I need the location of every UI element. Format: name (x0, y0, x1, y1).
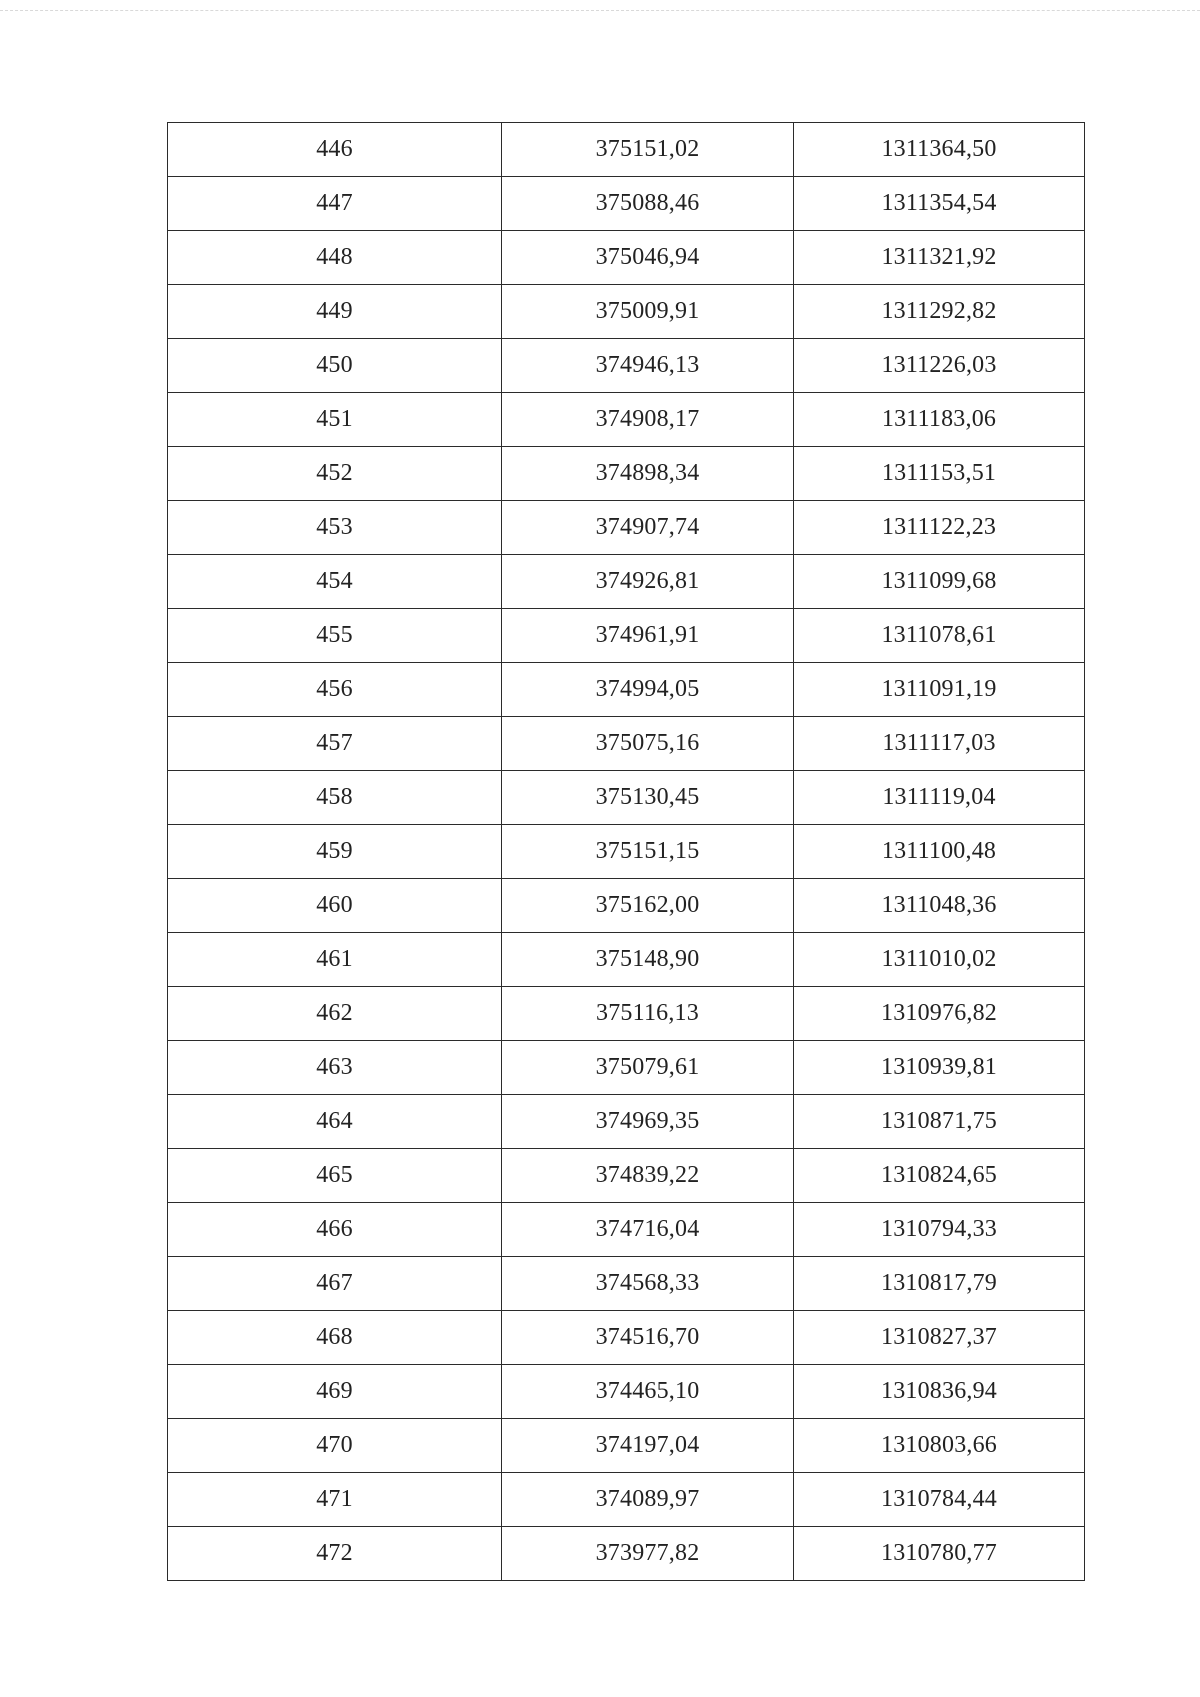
point-number-cell: 448 (168, 231, 502, 285)
table-row (168, 771, 1085, 825)
coordinate-x-cell: 375148,90 (502, 933, 794, 987)
coordinate-x-cell: 374926,81 (502, 555, 794, 609)
coordinate-y-cell: 1311153,51 (794, 447, 1085, 501)
coordinate-y-cell: 1310871,75 (794, 1095, 1085, 1149)
table-row (168, 663, 1085, 717)
coordinate-y-cell: 1311321,92 (794, 231, 1085, 285)
table-row (168, 717, 1085, 771)
point-number-cell: 452 (168, 447, 502, 501)
point-number-cell: 455 (168, 609, 502, 663)
coordinate-x-cell: 374089,97 (502, 1473, 794, 1527)
table-row (168, 177, 1085, 231)
coordinate-x-cell: 374839,22 (502, 1149, 794, 1203)
coordinate-x-cell: 374946,13 (502, 339, 794, 393)
coordinate-y-cell: 1310827,37 (794, 1311, 1085, 1365)
table-row (168, 1041, 1085, 1095)
point-number-cell: 465 (168, 1149, 502, 1203)
point-number-cell: 469 (168, 1365, 502, 1419)
coordinate-x-cell: 375009,91 (502, 285, 794, 339)
point-number-cell: 456 (168, 663, 502, 717)
coordinate-y-cell: 1311226,03 (794, 339, 1085, 393)
coordinate-y-cell: 1311100,48 (794, 825, 1085, 879)
point-number-cell: 463 (168, 1041, 502, 1095)
table-row (168, 987, 1085, 1041)
point-number-cell: 460 (168, 879, 502, 933)
coordinate-y-cell: 1311292,82 (794, 285, 1085, 339)
table-row (168, 1257, 1085, 1311)
coordinate-x-cell: 375079,61 (502, 1041, 794, 1095)
coordinate-x-cell: 375046,94 (502, 231, 794, 285)
coordinate-x-cell: 374197,04 (502, 1419, 794, 1473)
table-row (168, 1203, 1085, 1257)
coordinate-y-cell: 1310817,79 (794, 1257, 1085, 1311)
coordinate-x-cell: 375162,00 (502, 879, 794, 933)
point-number-cell: 468 (168, 1311, 502, 1365)
table-row (168, 1527, 1085, 1581)
table-row (168, 1095, 1085, 1149)
coordinate-y-cell: 1311010,02 (794, 933, 1085, 987)
table-row (168, 447, 1085, 501)
coordinate-x-cell: 374898,34 (502, 447, 794, 501)
coordinate-x-cell: 375151,02 (502, 123, 794, 177)
point-number-cell: 471 (168, 1473, 502, 1527)
point-number-cell: 467 (168, 1257, 502, 1311)
table-row (168, 555, 1085, 609)
coordinate-x-cell: 375116,13 (502, 987, 794, 1041)
coordinate-y-cell: 1310784,44 (794, 1473, 1085, 1527)
coordinate-x-cell: 375088,46 (502, 177, 794, 231)
coordinate-x-cell: 374994,05 (502, 663, 794, 717)
table-row (168, 123, 1085, 177)
table-row (168, 1473, 1085, 1527)
point-number-cell: 458 (168, 771, 502, 825)
table-row (168, 933, 1085, 987)
point-number-cell: 470 (168, 1419, 502, 1473)
coordinate-y-cell: 1310794,33 (794, 1203, 1085, 1257)
table-row (168, 501, 1085, 555)
coordinate-y-cell: 1311099,68 (794, 555, 1085, 609)
table-row (168, 231, 1085, 285)
point-number-cell: 464 (168, 1095, 502, 1149)
coordinate-x-cell: 375075,16 (502, 717, 794, 771)
coordinate-x-cell: 373977,82 (502, 1527, 794, 1581)
coordinate-x-cell: 374568,33 (502, 1257, 794, 1311)
coordinate-y-cell: 1310803,66 (794, 1419, 1085, 1473)
coordinate-y-cell: 1311048,36 (794, 879, 1085, 933)
table-row (168, 1365, 1085, 1419)
coordinate-y-cell: 1310824,65 (794, 1149, 1085, 1203)
point-number-cell: 457 (168, 717, 502, 771)
coordinate-y-cell: 1310976,82 (794, 987, 1085, 1041)
coordinate-y-cell: 1311117,03 (794, 717, 1085, 771)
coordinates-table (167, 122, 1085, 1581)
coordinate-y-cell: 1310780,77 (794, 1527, 1085, 1581)
table-row (168, 879, 1085, 933)
coordinate-x-cell: 374465,10 (502, 1365, 794, 1419)
table-row (168, 1149, 1085, 1203)
point-number-cell: 451 (168, 393, 502, 447)
point-number-cell: 466 (168, 1203, 502, 1257)
point-number-cell: 447 (168, 177, 502, 231)
table-row (168, 1419, 1085, 1473)
coordinate-y-cell: 1311078,61 (794, 609, 1085, 663)
coordinate-y-cell: 1311122,23 (794, 501, 1085, 555)
coordinate-x-cell: 374908,17 (502, 393, 794, 447)
coordinate-x-cell: 375130,45 (502, 771, 794, 825)
point-number-cell: 453 (168, 501, 502, 555)
table-row (168, 609, 1085, 663)
scan-edge-line (0, 10, 1200, 11)
point-number-cell: 450 (168, 339, 502, 393)
table-row (168, 1311, 1085, 1365)
coordinate-x-cell: 374969,35 (502, 1095, 794, 1149)
table-row (168, 285, 1085, 339)
point-number-cell: 449 (168, 285, 502, 339)
coordinate-y-cell: 1311183,06 (794, 393, 1085, 447)
coordinate-x-cell: 374961,91 (502, 609, 794, 663)
table-row (168, 825, 1085, 879)
table-row (168, 393, 1085, 447)
coordinate-y-cell: 1311354,54 (794, 177, 1085, 231)
table-row (168, 339, 1085, 393)
coordinate-x-cell: 374516,70 (502, 1311, 794, 1365)
coordinate-x-cell: 375151,15 (502, 825, 794, 879)
point-number-cell: 459 (168, 825, 502, 879)
coordinate-y-cell: 1310836,94 (794, 1365, 1085, 1419)
coordinate-y-cell: 1310939,81 (794, 1041, 1085, 1095)
coordinate-x-cell: 374716,04 (502, 1203, 794, 1257)
point-number-cell: 461 (168, 933, 502, 987)
coordinate-y-cell: 1311119,04 (794, 771, 1085, 825)
point-number-cell: 446 (168, 123, 502, 177)
coordinate-x-cell: 374907,74 (502, 501, 794, 555)
coordinates-table-body (168, 123, 1085, 1581)
coordinate-y-cell: 1311364,50 (794, 123, 1085, 177)
point-number-cell: 454 (168, 555, 502, 609)
coordinate-y-cell: 1311091,19 (794, 663, 1085, 717)
point-number-cell: 462 (168, 987, 502, 1041)
point-number-cell: 472 (168, 1527, 502, 1581)
